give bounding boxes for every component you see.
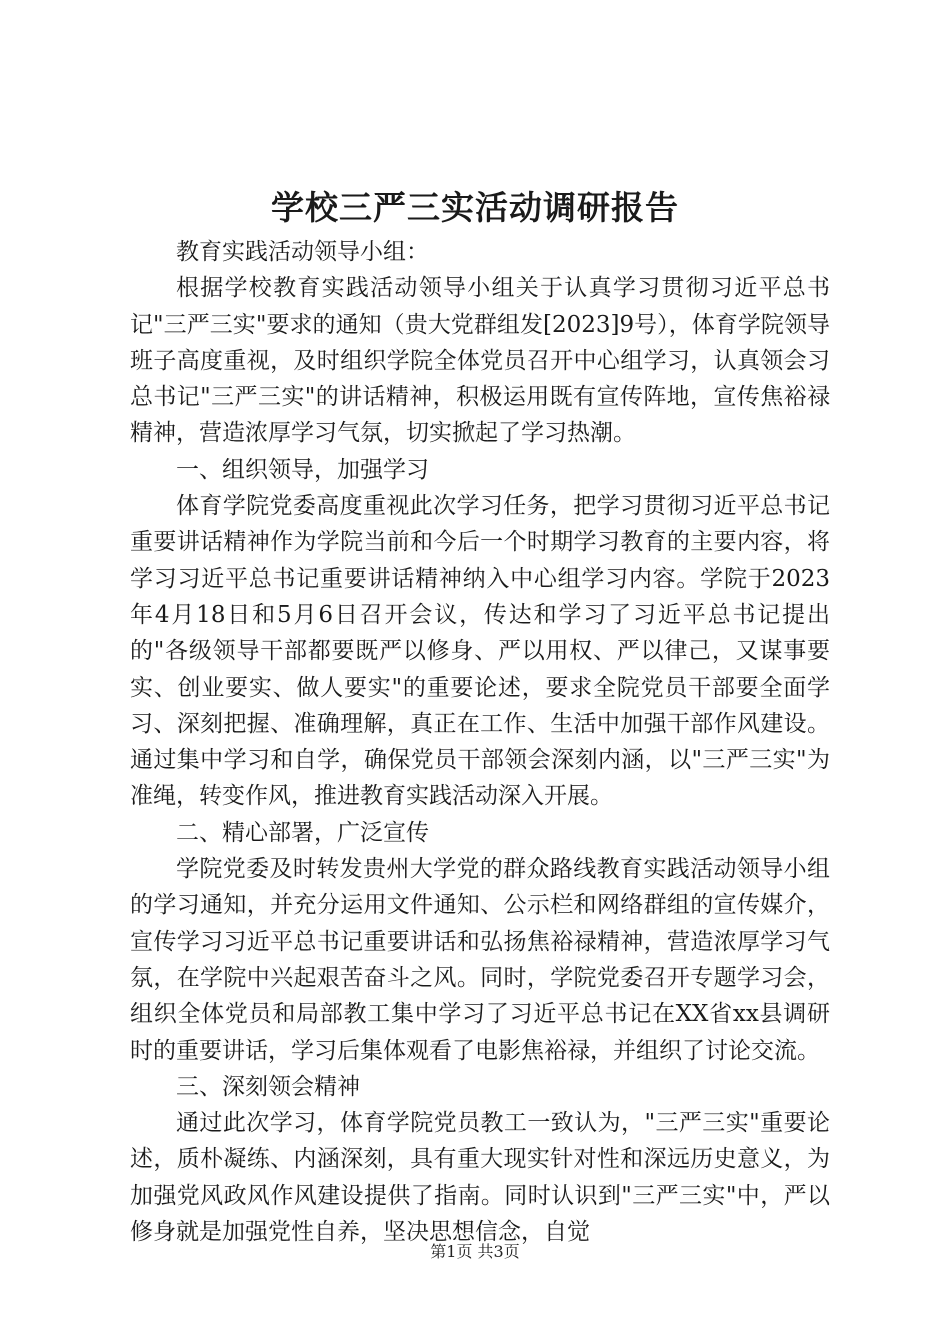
section-heading-2: 二、精心部署，广泛宣传 [176, 819, 429, 846]
section-heading-1: 一、组织领导，加强学习 [176, 456, 429, 483]
section-2-paragraph: 学院党委及时转发贵州大学党的群众路线教育实践活动领导小组的学习通知，并充分运用文件通知、公示栏和网络群组的宣传媒介，宣传学习习近平总书记重要讲话和弘扬焦裕禄精神，营造浓厚学习气氛，在学院中兴起艰苦奋斗之风。同时，学院党委召开专题学习会，组织全体党员和局部教工集中学习了习近平总书记在XX省xx县调研时的重要讲话，学习后集体观看了电影焦裕禄，并组织了讨论交流。 [130, 856, 830, 1064]
intro-paragraph: 根据学校教育实践活动领导小组关于认真学习贯彻习近平总书记"三严三实"要求的通知（贵大党群组发[2023]9号），体育学院领导班子高度重视，及时组织学院全体党员召开中心组学习，认真领会习总书记"三严三实"的讲话精神，积极运用既有宣传阵地，宣传焦裕禄精神，营造浓厚学习气氛，切实掀起了学习热潮。 [130, 275, 830, 447]
salutation-paragraph: 教育实践活动领导小组： [176, 239, 429, 265]
document-body [130, 234, 830, 1250]
page-title: 学校三严三实活动调研报告 [271, 188, 679, 227]
page-number: 第1页 共3页 [430, 1242, 520, 1261]
section-3-paragraph: 通过此次学习，体育学院党员教工一致认为，"三严三实"重要论述，质朴凝练、内涵深刻，具有重大现实针对性和深远历史意义，为加强党风政风作风建设提供了指南。同时认识到"三严三实"中，严以修身就是加强党性自养，坚决思想信念，自觉 [130, 1110, 830, 1246]
section-heading-3: 三、深刻领会精神 [176, 1073, 360, 1100]
section-1-paragraph: 体育学院党委高度重视此次学习任务，把学习贯彻习近平总书记重要讲话精神作为学院当前和今后一个时期学习教育的主要内容，将学习习近平总书记重要讲话精神纳入中心组学习内容。学院于2023年4月18日和5月6日召开会议，传达和学习了习近平总书记提出的"各级领导干部都要既严以修身、严以用权、严以律己，又谋事要实、创业要实、做人要实"的重要论述，要求全院党员干部要全面学习、深刻把握、准确理解，真正在工作、生活中加强干部作风建设。通过集中学习和自学，确保党员干部领会深刻内涵，以"三严三实"为准绳，转变作风，推进教育实践活动深入开展。 [130, 493, 830, 810]
